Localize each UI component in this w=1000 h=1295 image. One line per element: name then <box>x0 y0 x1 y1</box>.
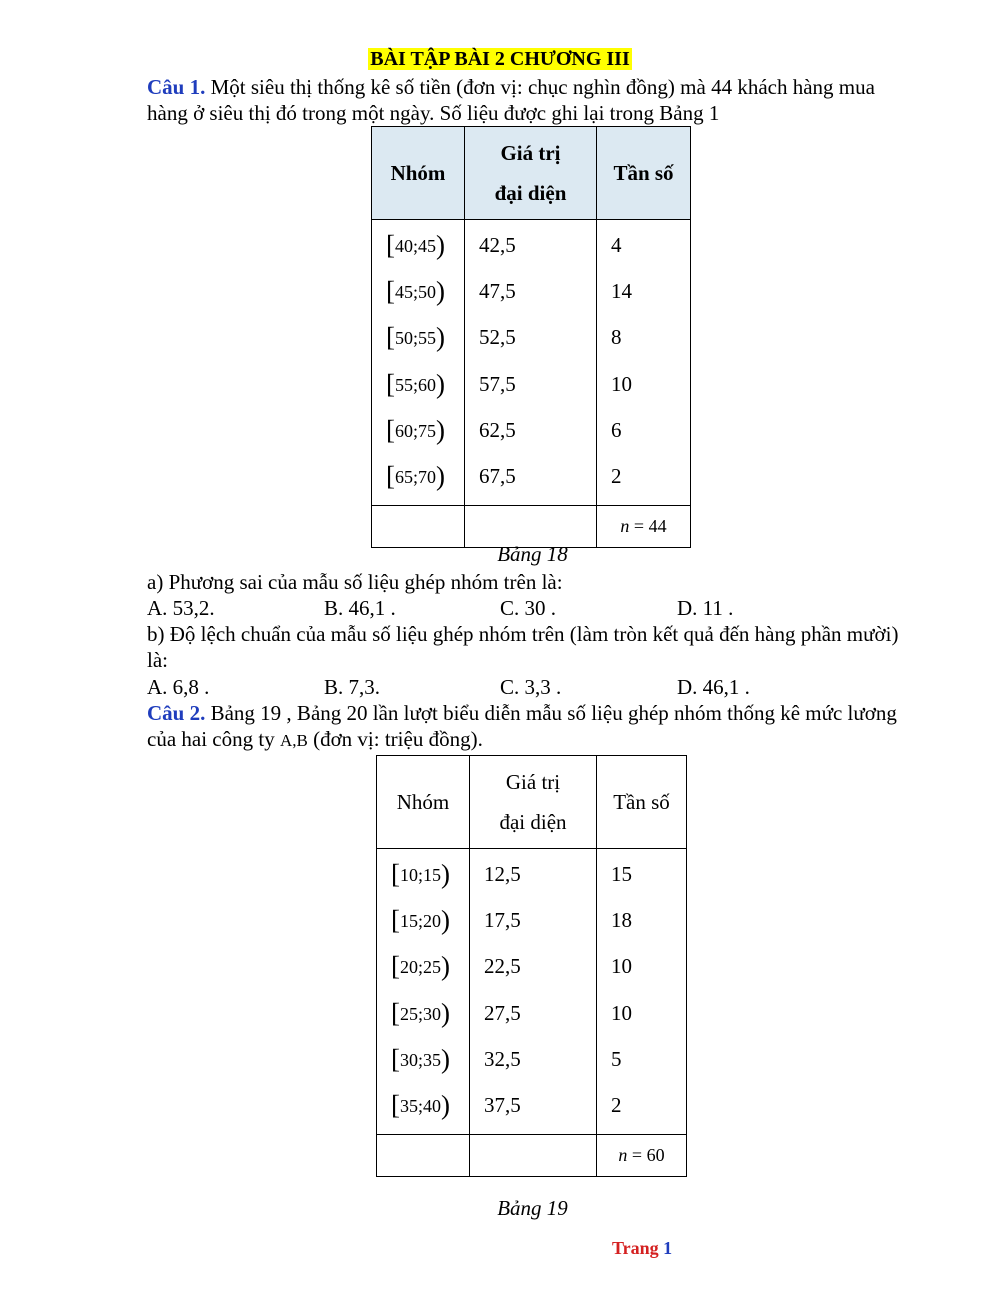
table-1-header-frequency: Tần số <box>597 127 691 220</box>
table-row-midpoint: 52,5 <box>479 325 516 350</box>
table-row-interval: [65;70) <box>386 460 446 491</box>
question-1a-text: a) Phương sai của mẫu số liệu ghép nhóm trên là: <box>147 570 563 594</box>
table-2-body <box>377 849 687 1135</box>
table-row-interval: [40;45) <box>386 230 446 260</box>
table-row-midpoint: 62,5 <box>479 417 516 442</box>
table-row-frequency: 5 <box>611 1046 622 1071</box>
table-2-midpoint-column <box>470 849 597 1135</box>
table-row-frequency: 18 <box>611 908 632 933</box>
table-row-midpoint: 27,5 <box>484 1000 521 1025</box>
table-row-frequency: 14 <box>611 279 632 304</box>
question-2-unit: (đơn vị: triệu đồng). <box>313 727 483 751</box>
option-1b-D: D. 46,1 . <box>677 675 750 699</box>
table-row-midpoint: 32,5 <box>484 1046 521 1071</box>
question-1-text: Một siêu thị thống kê số tiền (đơn vị: chục nghìn đồng) mà 44 khách hàng mua hàng ở siêu thị đó trong một ngày. Số liệu được ghi lại trong Bảng 1 <box>147 75 875 125</box>
footer-page-label: Trang <box>612 1238 659 1258</box>
table-1-body <box>372 220 691 506</box>
table-row-interval: [10;15) <box>391 859 451 889</box>
question-1b-text: b) Độ lệch chuẩn của mẫu số liệu ghép nhóm trên (làm tròn kết quả đến hàng phần mười) là: <box>147 622 899 672</box>
table-1-header-midpoint: Giá trị đại diện <box>465 127 597 220</box>
table-row-frequency: 10 <box>611 954 632 979</box>
option-1a-D: D. 11 . <box>677 596 734 620</box>
table-row-midpoint: 22,5 <box>484 954 521 979</box>
footer-page-number: 1 <box>663 1238 673 1258</box>
table-row-interval: [45;50) <box>386 276 446 307</box>
option-1a-B: B. 46,1 . <box>324 596 396 620</box>
table-2-header-midpoint: Giá trị đại diện <box>470 756 597 849</box>
table-row-frequency: 10 <box>611 1000 632 1025</box>
question-2-text: Bảng 19 , Bảng 20 lần lượt biểu diễn mẫu số liệu ghép nhóm thống kê mức lương của hai công ty <box>147 701 897 751</box>
option-1b-C: C. 3,3 . <box>500 675 562 699</box>
table-2-total: n = 60 <box>597 1135 687 1177</box>
table-row-midpoint: 57,5 <box>479 371 516 396</box>
question-1-label: Câu 1. <box>147 75 206 99</box>
option-1a-A: A. 53,2. <box>147 596 215 620</box>
page-footer <box>612 1238 672 1259</box>
table-row-interval: [15;20) <box>391 905 451 936</box>
table-1-total: n = 44 <box>597 506 691 548</box>
table-1-header-group: Nhóm <box>372 127 465 220</box>
question-1 <box>147 74 907 126</box>
table-2-header-group: Nhóm <box>377 756 470 849</box>
table-2-frequency-column <box>597 849 687 1135</box>
option-1b-B: B. 7,3. <box>324 675 381 699</box>
table-row-frequency: 2 <box>611 463 622 488</box>
table-row-frequency: 4 <box>611 233 622 257</box>
table-1 <box>371 126 691 548</box>
table-row-interval: [20;25) <box>391 951 451 982</box>
table-row-interval: [35;40) <box>391 1089 451 1120</box>
table-2-total-row <box>377 1135 687 1177</box>
table-2 <box>376 755 687 1177</box>
table-row-interval: [60;75) <box>386 414 446 445</box>
table-row-interval: [55;60) <box>386 368 446 399</box>
option-1b-A: A. 6,8 . <box>147 675 210 699</box>
table-row-midpoint: 67,5 <box>479 463 516 488</box>
table-row-midpoint: 12,5 <box>484 862 521 886</box>
table-row-frequency: 8 <box>611 325 622 350</box>
table-row-frequency: 6 <box>611 417 622 442</box>
table-2-header-frequency: Tần số <box>597 756 687 849</box>
table-row-frequency: 15 <box>611 862 632 886</box>
question-2-companies: A,B <box>279 731 308 750</box>
table-row-midpoint: 17,5 <box>484 908 521 933</box>
table-row-midpoint: 47,5 <box>479 279 516 304</box>
table-row-interval: [25;30) <box>391 997 451 1028</box>
table-row-midpoint: 42,5 <box>479 233 516 257</box>
page-title: BÀI TẬP BÀI 2 CHƯƠNG III <box>370 48 630 70</box>
table-row-frequency: 2 <box>611 1092 622 1117</box>
table-row-frequency: 10 <box>611 371 632 396</box>
table-1-midpoint-column <box>465 220 597 506</box>
option-1a-C: C. 30 . <box>500 596 557 620</box>
table-1-frequency-column <box>597 220 691 506</box>
table-1-caption: Bảng 18 <box>497 542 568 566</box>
table-row-interval: [30;35) <box>391 1043 451 1074</box>
table-2-caption: Bảng 19 <box>497 1196 568 1220</box>
table-2-group-column <box>377 849 470 1135</box>
table-row-interval: [50;55) <box>386 322 446 353</box>
question-2 <box>147 700 907 754</box>
table-1-group-column <box>372 220 465 506</box>
question-2-label: Câu 2. <box>147 701 206 725</box>
table-row-midpoint: 37,5 <box>484 1092 521 1117</box>
